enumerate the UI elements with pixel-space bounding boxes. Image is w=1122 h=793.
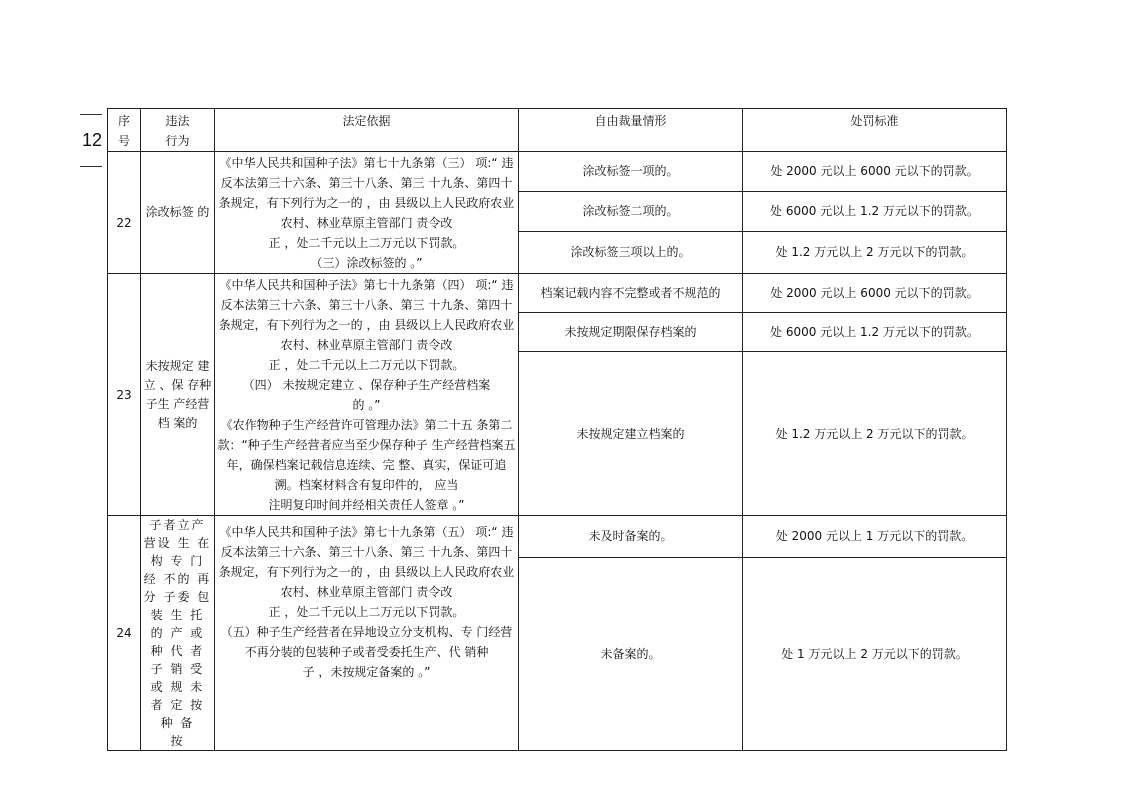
row-24-basis: 《中华人民共和国种子法》第七十九条第（五） 项:“ 违反本法第三十六条、第三十八条、第三 十九条、第四十条规定，有下列行为之一的 ，由 县级以上人民政府农业农村、林业草原主管部门 责令改 正 ，处二千元以上二万元以下罚款。 （五）种子生产经营者在异地设立分支机构、专 门经营不再分装的包装种子或者受委托生产、代 销种 子 ，未按规定备案的 。” [215, 516, 519, 751]
row-22-no: 22 [108, 152, 141, 274]
row-23-circumstance-2: 未按规定期限保存档案的 [519, 313, 743, 352]
table-row [108, 152, 1007, 192]
header-no [108, 109, 141, 152]
row-22-act: 涂改标签 的 [141, 152, 215, 274]
row-24-circumstance-2: 未备案的。 [519, 557, 743, 750]
row-23-no: 23 [108, 274, 141, 516]
header-circumstance [519, 109, 743, 152]
row-23-penalty-1: 处 2000 元以上 6000 元以下的罚款。 [743, 274, 1007, 313]
penalty-standards-table [107, 108, 1007, 751]
row-22-basis: 《中华人民共和国种子法》第七十九条第（三） 项:“ 违反本法第三十六条、第三十八条、第三 十九条、第四十条规定，有下列行为之一的 ，由 县级以上人民政府农业农村、林业草原主管部门 责令改 正 ，处二千元以上二万元以下罚款。 （三）涂改标签的 。” [215, 152, 519, 274]
row-23-penalty-2: 处 6000 元以上 1.2 万元以下的罚款。 [743, 313, 1007, 352]
row-22-penalty-2: 处 6000 元以上 1.2 万元以下的罚款。 [743, 191, 1007, 231]
row-24-penalty-1: 处 2000 元以上 1 万元以下的罚款。 [743, 516, 1007, 558]
header-basis-text: 法定依据 [342, 114, 391, 128]
table-header-row [108, 109, 1007, 152]
table-row [108, 274, 1007, 313]
row-24-no: 24 [108, 516, 141, 751]
row-23-circumstance-1: 档案记载内容不完整或者不规范的 [519, 274, 743, 313]
page-number-rule-bottom [80, 166, 102, 167]
row-24-penalty-2: 处 1 万元以上 2 万元以下的罚款。 [743, 557, 1007, 750]
row-23-circumstance-3: 未按规定建立档案的 [519, 352, 743, 516]
row-22-penalty-1: 处 2000 元以上 6000 元以下的罚款。 [743, 152, 1007, 192]
table-row [108, 516, 1007, 558]
row-23-penalty-3: 处 1.2 万元以上 2 万元以下的罚款。 [743, 352, 1007, 516]
row-22-circumstance-2: 涂改标签二项的。 [519, 191, 743, 231]
header-circumstance-text: 自由裁量情形 [594, 114, 667, 128]
row-24-act: 子者立产 营设 生 在 构 专 门 经 不的 再 分 子委 包 装 生 托 的 产 或 种 代 者 子 销 受 或 规 未 者 定 按 种 备 按 [141, 516, 215, 751]
header-basis [215, 109, 519, 152]
row-24-circumstance-1: 未及时备案的。 [519, 516, 743, 558]
row-22-circumstance-3: 涂改标签三项以上的。 [519, 231, 743, 273]
header-penalty [743, 109, 1007, 152]
header-act-text: 违法 行为 [165, 114, 190, 148]
page-number: 12 [82, 130, 103, 150]
header-penalty-text: 处罚标准 [850, 114, 899, 128]
page-number-rule-top [80, 114, 102, 115]
row-22-penalty-3: 处 1.2 万元以上 2 万元以下的罚款。 [743, 231, 1007, 273]
header-no-text: 序 号 [117, 114, 130, 148]
header-act [141, 109, 215, 152]
row-23-act: 未按规定 建 立 、保 存种 子生 产经营 档 案的 [141, 274, 215, 516]
row-23-basis: 《中华人民共和国种子法》第七十九条第（四） 项:“ 违反本法第三十六条、第三十八条、第三 十九条、第四十条规定，有下列行为之一的 ，由 县级以上人民政府农业农村、林业草原主管部门 责令改 正 ，处二千元以上二万元以下罚款。 （四） 未按规定建立 、保存种子生产经营档案 的 。” 《农作物种子生产经营许可管理办法》第二十五 条第二款：“种子生产经营者应当至少保存种子 生产经营档案五年，确保档案记载信息连续、完 整、真实，保证可追溯。档案材料含有复印件的， 应当 注明复印时间并经相关责任人签章 。” [215, 274, 519, 516]
row-22-circumstance-1: 涂改标签一项的。 [519, 152, 743, 192]
